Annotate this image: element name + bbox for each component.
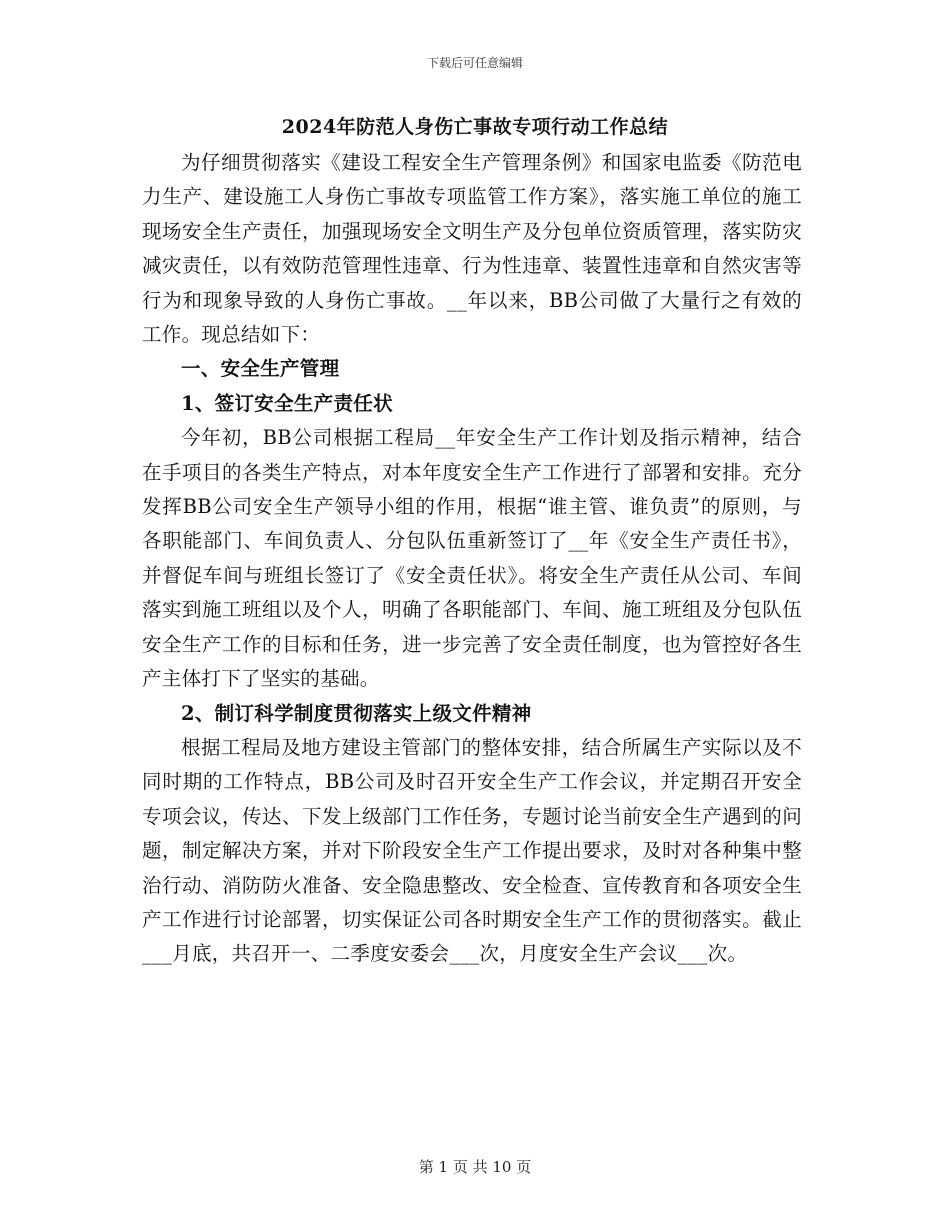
page-header-note: 下载后可任意编辑 — [426, 56, 523, 70]
regulations-paragraph: 根据工程局及地方建设主管部门的整体安排，结合所属生产实际以及不同时期的工作特点，BB公司及时召开安全生产工作会议，并定期召开安全专项会议，传达、下发上级部门工作任务，专题讨论当前安全生产遇到的问题，制定解决方案，并对下阶段安全生产工作提出要求，及时对各种集中整治行动、消防防火准备、安全隐患整改、安全检查、宣传教育和各项安全生产工作进行讨论部署，切实保证公司各时期安全生产工作的贯彻落实。截止___月底，共召开一、二季度安委会___次，月度安全生产会议___次。 — [142, 735, 802, 966]
document-title: 2024年防范人身伤亡事故专项行动工作总结 — [281, 116, 669, 138]
intro-paragraph: 为仔细贯彻落实《建设工程安全生产管理条例》和国家电监委《防范电力生产、建设施工人身伤亡事故专项监管工作方案》，落实施工单位的施工现场安全生产责任，加强现场安全文明生产及分包单位资质管理，落实防灾减灾责任，以有效防范管理性违章、行为性违章、装置性违章和自然灾害等行为和现象导致的人身伤亡事故。__年以来，BB公司做了大量行之有效的工作。现总结如下： — [142, 151, 802, 347]
subsection-heading-regulations: 2、制订科学制度贯彻落实上级文件精神 — [181, 701, 532, 725]
document-body — [142, 146, 802, 972]
responsibility-paragraph: 今年初，BB公司根据工程局__年安全生产工作计划及指示精神，结合在手项目的各类生产特点，对本年度安全生产工作进行了部署和安排。充分发挥BB公司安全生产领导小组的作用，根据“谁主管、谁负责”的原则，与各职能部门、车间负责人、分包队伍重新签订了__年《安全生产责任书》，并督促车间与班组长签订了《安全责任状》。将安全生产责任从公司、车间落实到施工班组以及个人，明确了各职能部门、车间、施工班组及分包队伍安全生产工作的目标和任务，进一步完善了安全责任制度，也为管控好各生产主体打下了坚实的基础。 — [142, 426, 802, 691]
section-heading-safety-management: 一、安全生产管理 — [181, 357, 340, 381]
page-number-footer: 第 1 页 共 10 页 — [418, 1158, 532, 1176]
subsection-heading-responsibility: 1、签订安全生产责任状 — [181, 391, 393, 415]
